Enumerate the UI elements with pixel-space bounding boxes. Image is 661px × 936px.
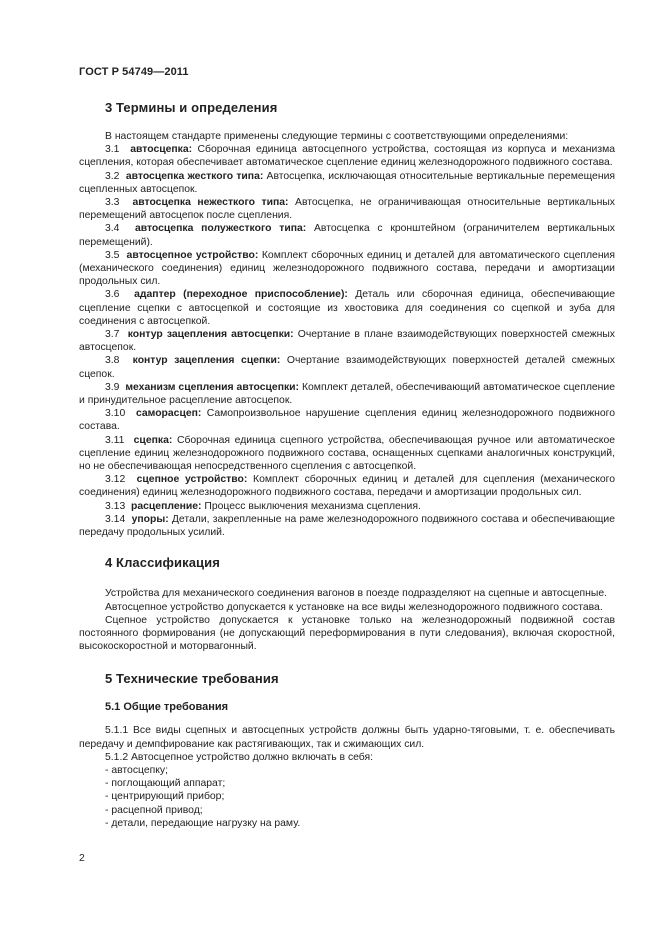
terms-list [79, 143, 615, 539]
term-text: Сборочная единица сцепного устройства, обеспечивающая ручное или автоматическое сцепление единиц железнодорожного подвижного состава, оснащенных сцепками аналогичных конструкций, но не обеспечивающая непосредственного сцепления с автосцепкой. [79, 434, 616, 473]
term-text: Самопроизвольное нарушение сцепления единиц железнодорожного подвижного состава. [79, 408, 616, 433]
term-number: 3.9 [105, 381, 120, 393]
component-list-item: - центрирующий прибор; [105, 791, 225, 803]
term-text: Комплект сборочных единиц и деталей для автоматического сцепления (механического соединения) единиц железнодорожного подвижного состава, передачи и амортизации продольных сил. [79, 249, 615, 288]
term-name: упоры: [131, 513, 169, 525]
paragraph-5-1-1: 5.1.1 Все виды сцепных и автосцепных устройств должны быть ударно-тяговыми, т. е. обеспечивать передачу и демпфирование как растягивающих, так и сжимающих сил. [79, 725, 615, 750]
term-number: 3.3 [105, 197, 120, 209]
term-definition [79, 513, 615, 539]
term-name: расцепление: [131, 500, 202, 512]
term-definition [79, 196, 615, 222]
component-list-item: - поглощающий аппарат; [105, 778, 226, 790]
term-definition [79, 500, 615, 513]
term-name: саморасцеп: [135, 408, 202, 420]
term-definition [79, 222, 615, 248]
component-list-item: - детали, передающие нагрузку на раму. [105, 817, 301, 829]
term-definition [79, 328, 615, 354]
term-text: Автосцепка, не ограничивающая относительные вертикальных перемещений автосцепок после сцепления. [79, 197, 615, 222]
section-3-intro: В настоящем стандарте применены следующие термины с соответствующими определениями: [105, 131, 569, 142]
document-header: ГОСТ Р 54749—2011 [79, 66, 189, 78]
term-definition [79, 354, 615, 380]
term-name: сцепное устройство: [136, 474, 248, 486]
term-text: Автосцепка, исключающая относительные вертикальные перемещения сцепленных автосцепок. [79, 170, 616, 195]
term-definition [79, 407, 615, 433]
term-text: Комплект деталей, обеспечивающий автоматическое сцепление и принудительное расцепление автосцепок. [79, 381, 615, 407]
term-text: Деталь или сборочная единица, обеспечивающие сцепление сцепки с автосцепкой и состоящие из хвостовика для соединения со сцепкой и зуба для соединения с автосцепкой. [79, 289, 615, 327]
term-number: 3.10 [105, 408, 126, 420]
term-name: автосцепка жесткого типа: [125, 170, 264, 182]
term-number: 3.4 [105, 223, 120, 235]
term-number: 3.11 [105, 434, 125, 446]
term-definition [79, 288, 615, 328]
term-definition [79, 473, 615, 499]
term-name: сцепка: [133, 434, 173, 446]
term-text: Сборочная единица автосцепного устройства, состоящая из корпуса и механизма сцепления, которая обеспечивает автоматическое сцепление единиц железнодорожного подвижного состава. [79, 144, 616, 169]
classification-paragraph: Автосцепное устройство допускается к установке на все виды железнодорожного подвижного состава. [105, 601, 603, 613]
term-name: автосцепка полужесткого типа: [134, 223, 307, 235]
term-definition [79, 434, 615, 474]
page-number: 2 [79, 853, 85, 864]
classification-paragraph: Устройства для механического соединения вагонов в поезде подразделяют на сцепные и автосцепные. [105, 588, 607, 600]
term-number: 3.14 [105, 513, 126, 525]
term-name: контур зацепления сцепки: [132, 355, 281, 367]
term-text: Комплект сборочных единиц и деталей для сцепления (механического соединения) единиц железнодорожного подвижного состава, передачи и амортизации продольных сил. [79, 474, 616, 499]
term-name: адаптер (переходное приспособление): [134, 289, 348, 301]
term-definition [79, 381, 615, 407]
paragraph-5-1-2: 5.1.2 Автосцепное устройство должно включать в себя: [105, 751, 374, 763]
term-name: механизм сцепления автосцепки: [125, 381, 300, 393]
term-name: автосцепка нежесткого типа: [132, 197, 289, 209]
term-name: автосцепное устройство: [126, 249, 259, 261]
term-number: 3.5 [105, 249, 120, 261]
term-name: контур зацепления автосцепки: [127, 329, 294, 341]
subsection-5-1-heading: 5.1 Общие требования [105, 701, 229, 714]
term-definition [79, 170, 615, 196]
term-number: 3.7 [105, 329, 120, 341]
term-text: Очертание в плане взаимодействующих поверхностей смежных автосцепок. [79, 329, 615, 354]
term-number: 3.12 [105, 474, 126, 486]
classification-paragraph: Сцепное устройство допускается к установке только на железнодорожный подвижной состав постоянного формирования (не допускающий переформирования в пути следования), включая скоростной, высокоскоростной и моторвагонный. [79, 614, 615, 653]
section-3-heading: 3 Термины и определения [105, 100, 278, 115]
term-number: 3.8 [105, 355, 120, 367]
term-definition [79, 249, 615, 289]
component-list-item: - автосцепку; [105, 764, 169, 776]
section-4-heading: 4 Классификация [105, 555, 220, 571]
term-text: Очертание взаимодействующих поверхностей деталей смежных сцепок. [79, 355, 615, 380]
term-number: 3.13 [105, 500, 126, 512]
term-name: автосцепка: [130, 144, 193, 156]
term-text: Процесс выключения механизма сцепления. [204, 500, 421, 512]
term-number: 3.1 [105, 144, 120, 156]
term-number: 3.6 [105, 289, 120, 301]
component-list [79, 764, 615, 830]
term-number: 3.2 [105, 170, 120, 182]
term-definition [79, 143, 615, 169]
document-page [79, 66, 615, 830]
term-text: Автосцепка с кронштейном (ограничителем вертикальных перемещений). [79, 223, 616, 248]
section-5-heading: 5 Технические требования [105, 671, 279, 687]
classification-paragraphs [79, 587, 615, 653]
term-text: Детали, закрепленные на раме железнодорожного подвижного состава и обеспечивающие передачу продольных усилий. [79, 513, 615, 539]
component-list-item: - расцепной привод; [105, 804, 203, 816]
